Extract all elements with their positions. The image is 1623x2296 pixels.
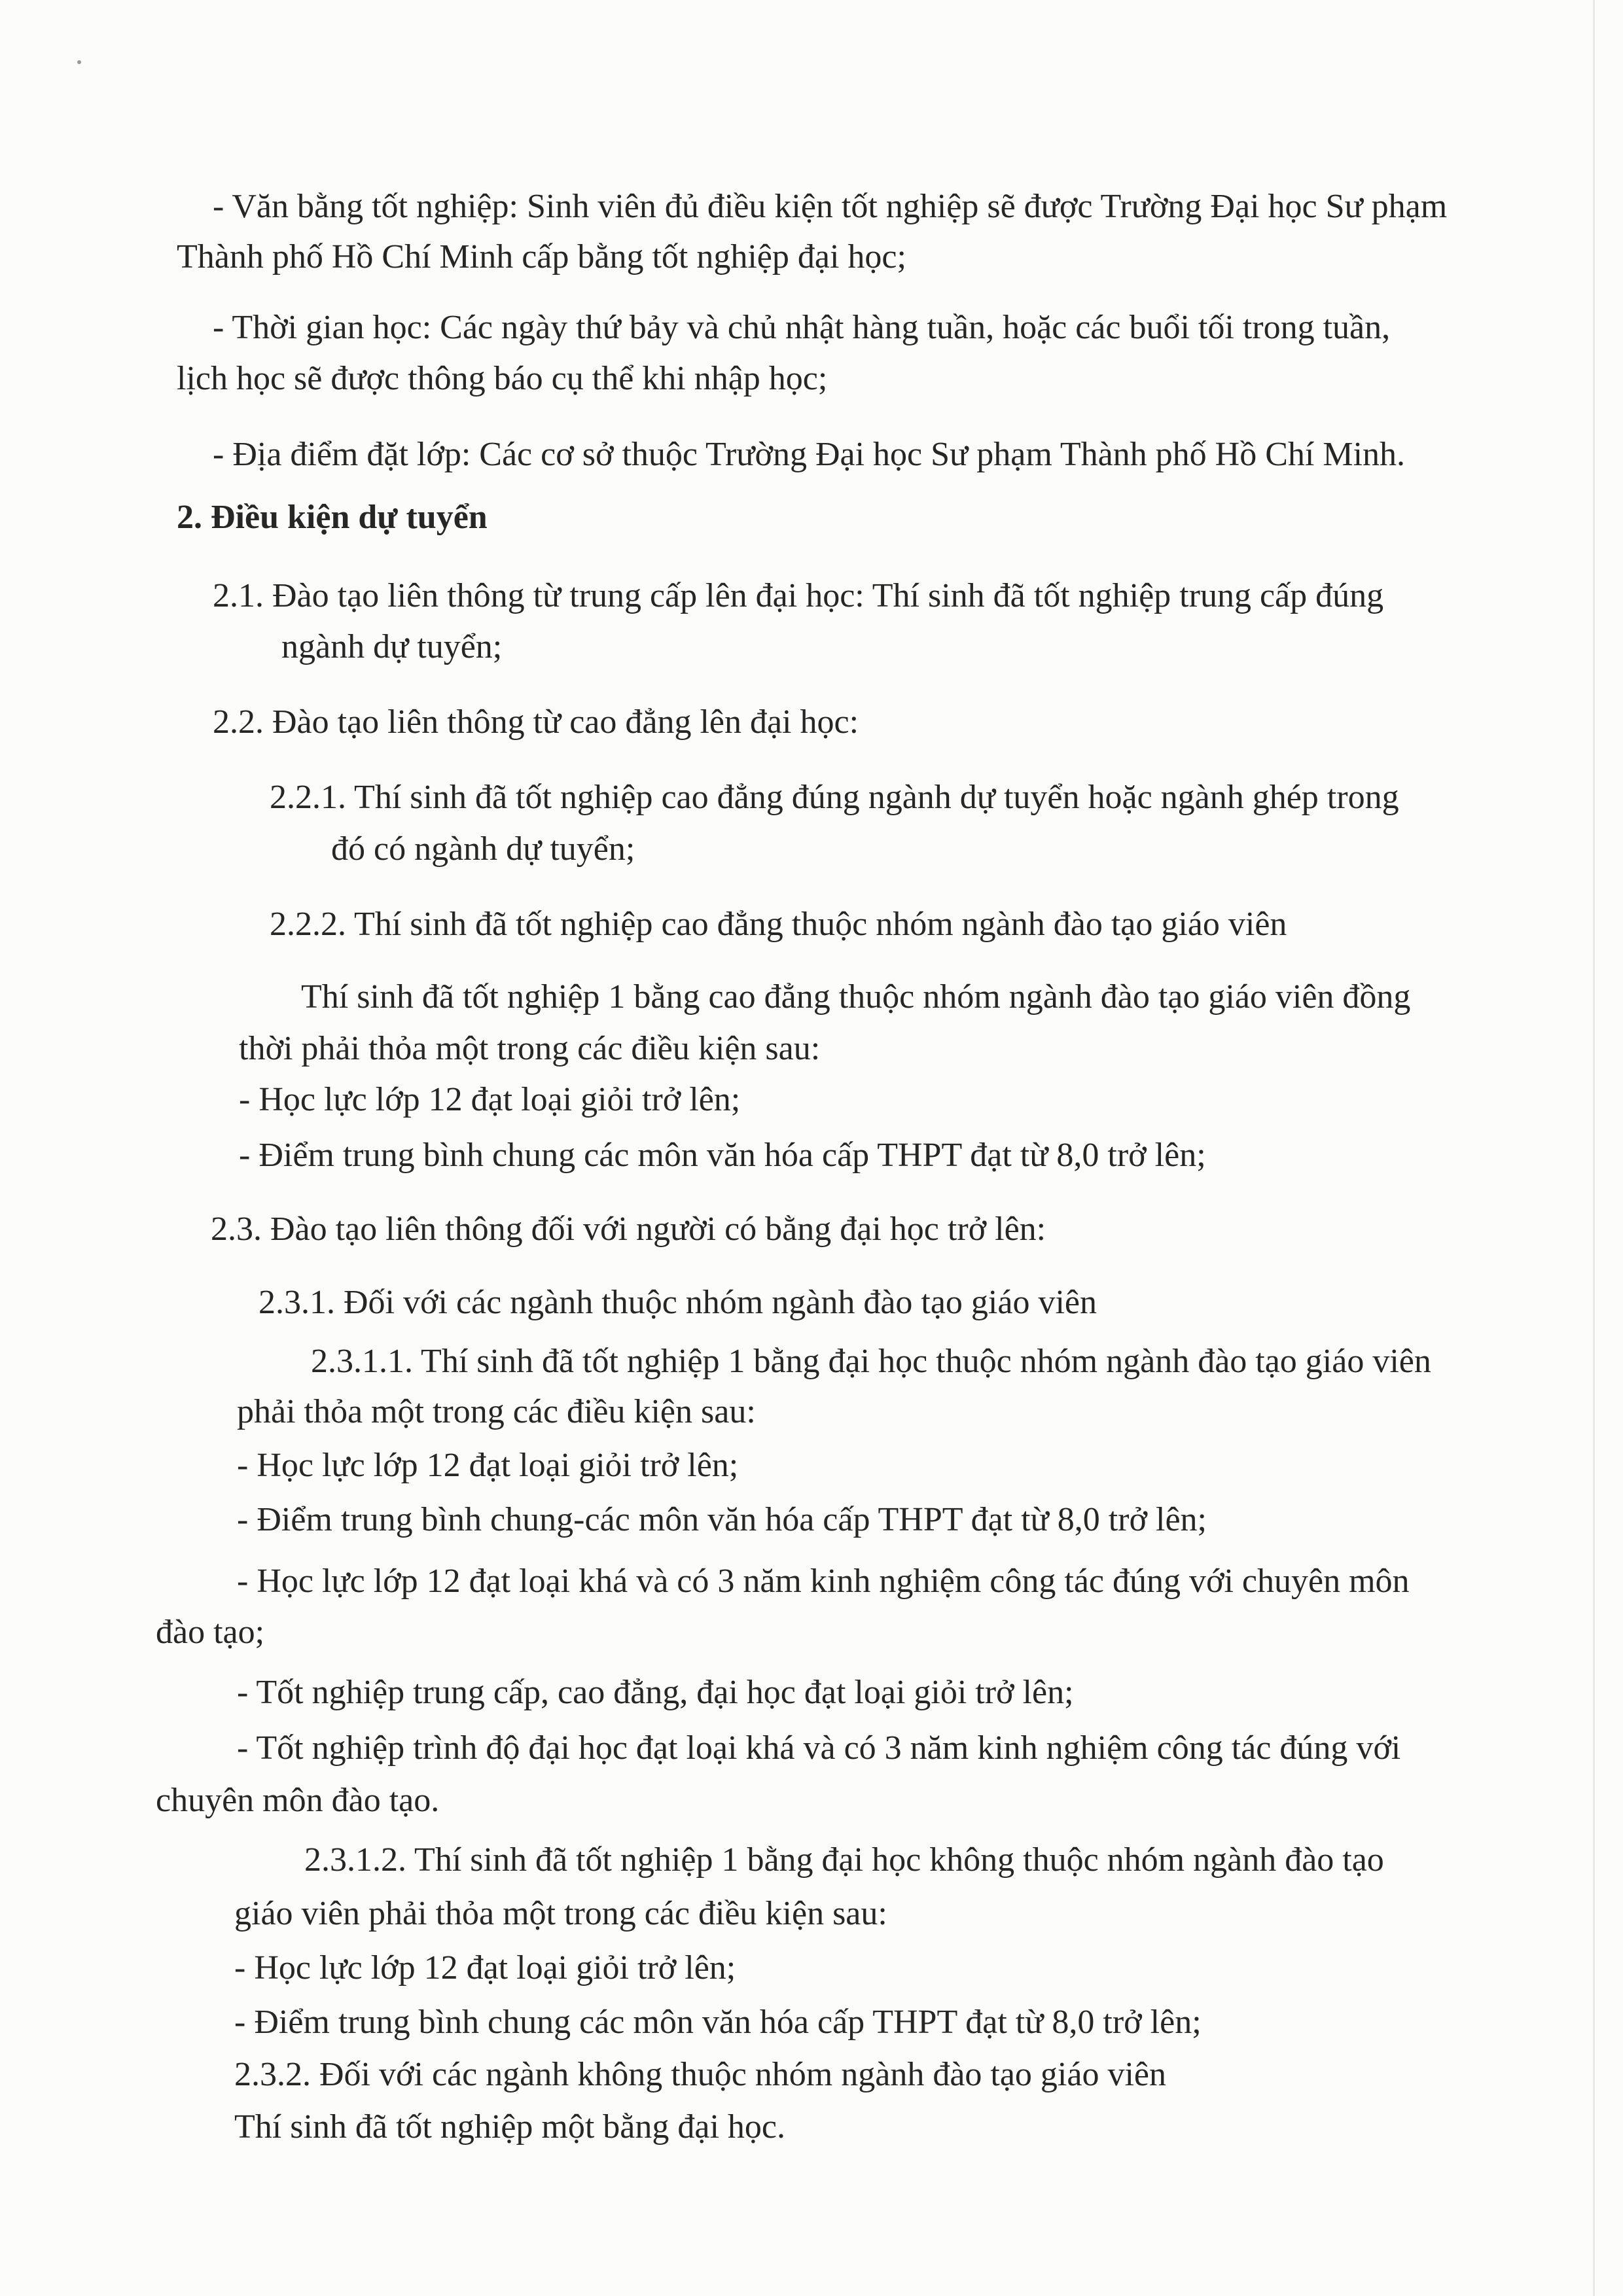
s2-1-line-1: 2.1. Đào tạo liên thông từ trung cấp lên đại học: Thí sinh đã tốt nghiệp trung cấp đúng xyxy=(213,577,1384,614)
s2-2-2-body-line-1: Thí sinh đã tốt nghiệp 1 bằng cao đẳng thuộc nhóm ngành đào tạo giáo viên đồng xyxy=(301,978,1411,1016)
s2-3-1-1-line-3: - Học lực lớp 12 đạt loại giỏi trở lên; xyxy=(237,1447,739,1484)
s2-2-1-line-1: 2.2.1. Thí sinh đã tốt nghiệp cao đẳng đúng ngành dự tuyển hoặc ngành ghép trong xyxy=(270,779,1399,816)
s2-3-1-1-line-9: chuyên môn đào tạo. xyxy=(156,1782,440,1819)
s2-2-heading: 2.2. Đào tạo liên thông từ cao đẳng lên đại học: xyxy=(213,703,859,741)
schedule-line-1: - Thời gian học: Các ngày thứ bảy và chủ nhật hàng tuần, hoặc các buổi tối trong tuần, xyxy=(213,309,1391,346)
s2-3-1-2-line-2: giáo viên phải thỏa một trong các điều kiện sau: xyxy=(234,1895,887,1932)
scan-edge-line xyxy=(1593,0,1595,2296)
diploma-line-1: - Văn bằng tốt nghiệp: Sinh viên đủ điều kiện tốt nghiệp sẽ được Trường Đại học Sư phạm xyxy=(213,188,1448,225)
s2-2-2-body-line-2: thời phải thỏa một trong các điều kiện sau: xyxy=(239,1030,821,1067)
s2-2-1-line-2: đó có ngành dự tuyển; xyxy=(331,830,635,868)
s2-3-1-2-line-4: - Điểm trung bình chung các môn văn hóa cấp THPT đạt từ 8,0 trở lên; xyxy=(234,2004,1202,2041)
s2-3-1-heading: 2.3.1. Đối với các ngành thuộc nhóm ngành đào tạo giáo viên xyxy=(259,1284,1097,1321)
s2-3-1-1-line-2: phải thỏa một trong các điều kiện sau: xyxy=(237,1393,756,1430)
s2-2-2-heading: 2.2.2. Thí sinh đã tốt nghiệp cao đẳng thuộc nhóm ngành đào tạo giáo viên xyxy=(270,906,1287,943)
s2-2-2-body-line-4: - Điểm trung bình chung các môn văn hóa cấp THPT đạt từ 8,0 trở lên; xyxy=(239,1137,1206,1174)
s2-3-2-heading: 2.3.2. Đối với các ngành không thuộc nhóm ngành đào tạo giáo viên xyxy=(234,2056,1166,2093)
scan-speck xyxy=(77,60,81,64)
s2-3-1-1-line-7: - Tốt nghiệp trung cấp, cao đẳng, đại học đạt loại giỏi trở lên; xyxy=(237,1674,1074,1711)
s2-2-2-body-line-3: - Học lực lớp 12 đạt loại giỏi trở lên; xyxy=(239,1081,741,1118)
s2-3-2-body: Thí sinh đã tốt nghiệp một bằng đại học. xyxy=(234,2108,785,2146)
s2-3-heading: 2.3. Đào tạo liên thông đối với người có bằng đại học trở lên: xyxy=(211,1210,1046,1248)
s2-1-line-2: ngành dự tuyển; xyxy=(281,628,503,665)
s2-3-1-1-line-8: - Tốt nghiệp trình độ đại học đạt loại khá và có 3 năm kinh nghiệm công tác đúng với xyxy=(237,1729,1401,1767)
s2-3-1-1-line-1: 2.3.1.1. Thí sinh đã tốt nghiệp 1 bằng đại học thuộc nhóm ngành đào tạo giáo viên xyxy=(311,1343,1431,1380)
section-heading: 2. Điều kiện dự tuyển xyxy=(177,499,488,536)
s2-3-1-1-line-5: - Học lực lớp 12 đạt loại khá và có 3 năm kinh nghiệm công tác đúng với chuyên môn xyxy=(237,1563,1410,1600)
location-line: - Địa điểm đặt lớp: Các cơ sở thuộc Trường Đại học Sư phạm Thành phố Hồ Chí Minh. xyxy=(213,436,1406,473)
diploma-line-2: Thành phố Hồ Chí Minh cấp bằng tốt nghiệp đại học; xyxy=(177,238,906,275)
s2-3-1-2-line-1: 2.3.1.2. Thí sinh đã tốt nghiệp 1 bằng đại học không thuộc nhóm ngành đào tạo xyxy=(304,1841,1384,1879)
s2-3-1-1-line-4: - Điểm trung bình chung-các môn văn hóa cấp THPT đạt từ 8,0 trở lên; xyxy=(237,1501,1207,1538)
s2-3-1-2-line-3: - Học lực lớp 12 đạt loại giỏi trở lên; xyxy=(234,1949,736,1987)
s2-3-1-1-line-6: đào tạo; xyxy=(156,1614,265,1651)
schedule-line-2: lịch học sẽ được thông báo cụ thể khi nhập học; xyxy=(177,360,828,397)
